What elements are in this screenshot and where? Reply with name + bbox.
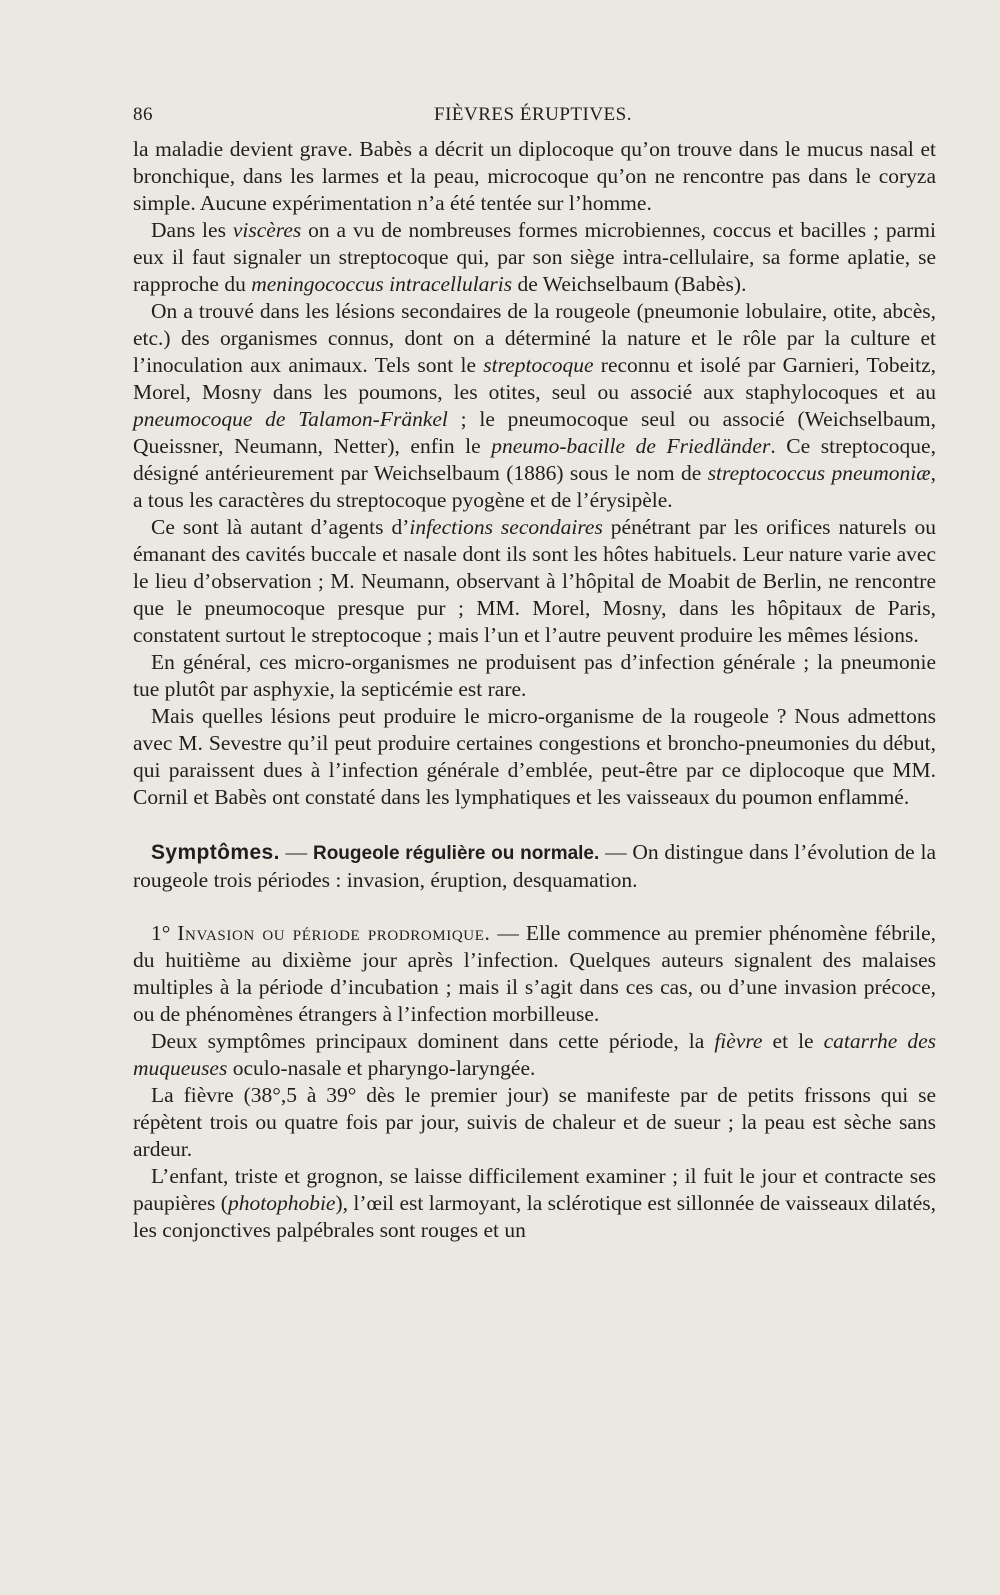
- text-run: L’enfant, triste et grognon, se laisse difficilement examiner ; il fuit le jour et contracte ses paupières (: [133, 1164, 936, 1215]
- text-run: Ce sont là autant d’agents d’: [151, 515, 410, 539]
- paragraph: [133, 298, 936, 514]
- italic-term: pneumocoque de Talamon-Fränkel: [133, 407, 448, 431]
- italic-term: infections secondaires: [409, 515, 603, 539]
- text-run: ), l’œil est larmoyant, la sclérotique est sillonnée de vaisseaux dilatés, les conjonctives palpébrales sont rouges et un: [133, 1191, 936, 1242]
- text-run: la maladie devient grave. Babès a décrit un diplocoque qu’on trouve dans le mucus nasal et bronchique, dans les larmes et la peau, microcoque qu’on ne rencontre pas dans le coryza simple. Aucune expérimentation n’a été tentée sur l’homme.: [133, 137, 936, 215]
- paragraph: [133, 1163, 936, 1244]
- text-run: Dans les: [151, 218, 233, 242]
- page-number: 86: [133, 104, 153, 125]
- text-run: ; le pneumocoque seul ou associé (Weichselbaum, Queissner, Neumann, Netter), enfin le: [133, 407, 937, 458]
- text-run: , a tous les caractères du streptocoque pyogène et de l’érysipèle.: [133, 461, 936, 512]
- text-run: . Ce streptocoque, désigné antérieurement par Weichselbaum (1886) sous le nom de: [133, 434, 936, 485]
- text-run: et le: [762, 1029, 824, 1053]
- section-heading: [133, 839, 936, 894]
- paragraph: [133, 1082, 936, 1163]
- text-run: on a vu de nombreuses formes microbiennes, coccus et bacilles ; parmi eux il faut signaler un streptocoque qui, par son siège intra-cellulaire, sa forme aplatie, se rapproche du: [133, 218, 936, 296]
- paragraph: [133, 1028, 936, 1082]
- text-run: 1°: [151, 921, 178, 945]
- text-run: En général, ces micro-organismes ne produisent pas d’infection générale ; la pneumonie tue plutôt par asphyxie, la septicémie est rare.: [133, 650, 936, 701]
- italic-term: streptocoque: [483, 353, 594, 377]
- section-title: Symptômes.: [151, 841, 280, 864]
- paragraph: [133, 217, 936, 298]
- paragraph: [133, 649, 936, 703]
- text-run: oculo-nasale et pharyngo-laryngée.: [227, 1056, 536, 1080]
- text-run: —: [279, 840, 313, 864]
- text-run: — Elle commence au premier phénomène fébrile, du huitième au dixième jour après l’infection. Quelques auteurs signalent des malaises multiples à la période d’incubation ; mais il s’agit dans ces cas, ou d’une invasion précoce, ou de phénomènes étrangers à l’infection morbilleuse.: [133, 921, 936, 1026]
- running-title: FIÈVRES ÉRUPTIVES.: [434, 104, 632, 125]
- italic-term: photophobie: [227, 1191, 336, 1215]
- page-header: [133, 104, 933, 132]
- paragraph: [133, 920, 936, 1028]
- text-run: La fièvre (38°,5 à 39° dès le premier jour) se manifeste par de petits frissons qui se répètent trois ou quatre fois par jour, suivis de chaleur et de sueur ; la peau est sèche sans ardeur.: [133, 1083, 936, 1161]
- text-run: Deux symptômes principaux dominent dans cette période, la: [151, 1029, 715, 1053]
- text-run: Mais quelles lésions peut produire le micro-organisme de la rougeole ? Nous admettons avec M. Sevestre qu’il peut produire certaines congestions et broncho-pneumonies du début, qui paraissent dues à l’infection générale d’emblée, peut-être par ce diplocoque que MM. Cornil et Babès ont constaté dans les lymphatiques et les vaisseaux du poumon enflammé.: [133, 704, 936, 809]
- section-subtitle: Rougeole régulière ou normale.: [312, 843, 600, 864]
- text-run: reconnu et isolé par Garnieri, Tobeitz, Morel, Mosny dans les poumons, les otites, seul ou associé aux staphylocoques et au: [133, 353, 936, 404]
- text-run: On a trouvé dans les lésions secondaires de la rougeole (pneumonie lobulaire, otite, abcès, etc.) des organismes connus, dont on a déterminé la nature et le rôle par la culture et l’inoculation aux animaux. Tels sont le: [133, 299, 936, 377]
- italic-term: catarrhe des muqueuses: [133, 1029, 936, 1080]
- paragraph: [133, 703, 936, 811]
- body-text: [133, 136, 936, 1244]
- italic-term: streptococcus pneumoniæ: [707, 461, 931, 485]
- subsection-title: Invasion ou période prodromique.: [177, 921, 491, 945]
- italic-term: meningococcus intracellularis: [251, 272, 513, 296]
- text-run: — On distingue dans l’évolution de la rougeole trois périodes : invasion, éruption, desquamation.: [133, 840, 937, 892]
- text-run: pénétrant par les orifices naturels ou émanant des cavités buccale et nasale dont ils sont les hôtes habituels. Leur nature varie avec le lieu d’observation ; M. Neumann, observant à l’hôpital de Moabit de Berlin, ne rencontre que le pneumocoque presque pur ; MM. Morel, Mosny, dans les hôpitaux de Paris, constatent surtout le streptocoque ; mais l’un et l’autre peuvent produire les mêmes lésions.: [133, 515, 936, 647]
- italic-term: fièvre: [714, 1029, 763, 1053]
- italic-term: pneumo-bacille de Friedländer: [491, 434, 771, 458]
- text-run: de Weichselbaum (Babès).: [512, 272, 747, 296]
- paragraph: [133, 136, 936, 217]
- paragraph: [133, 514, 936, 649]
- italic-term: viscères: [232, 218, 302, 242]
